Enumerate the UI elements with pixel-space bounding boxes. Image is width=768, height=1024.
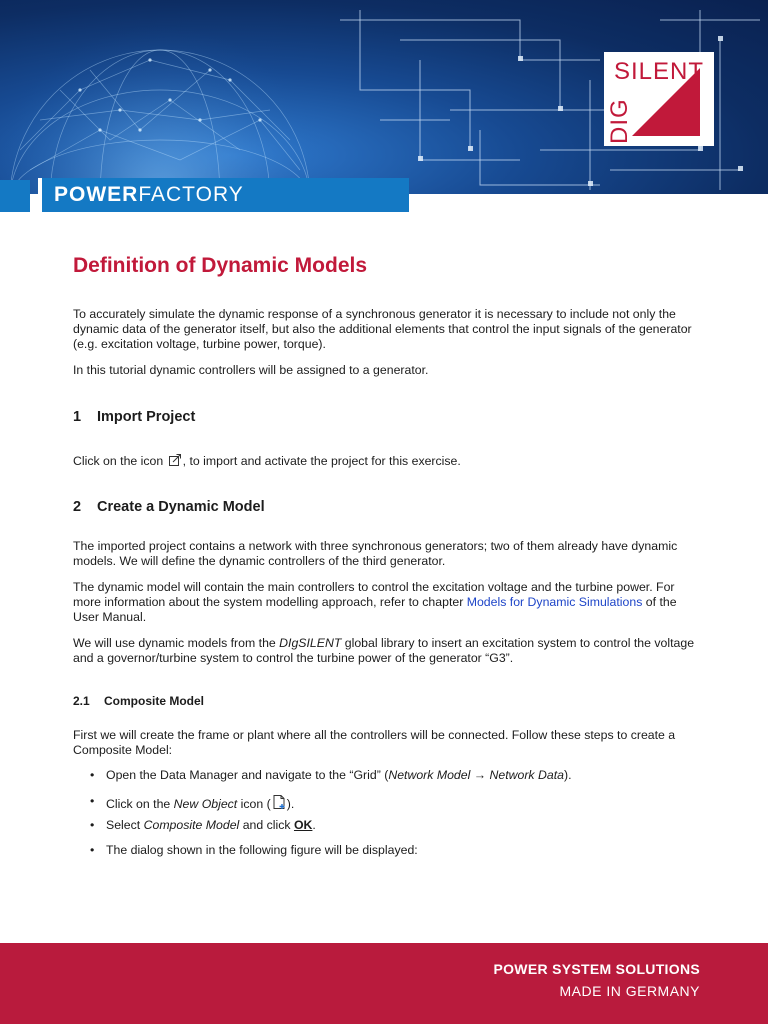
text-run: icon ( xyxy=(237,797,271,811)
brand-bold: POWER xyxy=(54,183,139,206)
section-2-paragraph-3 xyxy=(73,636,695,666)
brand-bar-stub xyxy=(0,180,30,212)
text-run: of the User Manual. xyxy=(73,595,677,624)
arrow: → xyxy=(470,768,490,782)
text-run: Click on the icon xyxy=(73,454,167,468)
text-run: The dynamic model will contain the main controllers to control the excitation voltage and the turbine power. For more information about the system modelling approach, refer to chapter xyxy=(73,580,675,609)
bullet-marker: • xyxy=(90,768,95,782)
section-2-heading xyxy=(73,499,265,515)
list-item xyxy=(92,794,695,812)
text-run: We will use dynamic models from the xyxy=(73,636,280,650)
intro-paragraph-1: To accurately simulate the dynamic response of a synchronous generator it is necessary to include not only the dynamic data of the generator itself, but also the additional elements that control the input signals of the generator (e.g. excitation voltage, turbine power, torque). xyxy=(73,307,692,351)
text-run: Click on the xyxy=(106,797,174,811)
new-object-emphasis: New Object xyxy=(173,797,238,811)
text-run: , to import and activate the project for this exercise. xyxy=(182,454,461,468)
digsilent-emphasis: DIgSILENT xyxy=(279,636,342,650)
footer-tagline: POWER SYSTEM SOLUTIONS xyxy=(493,961,700,977)
section-2-1-heading xyxy=(73,694,204,708)
list-item xyxy=(92,818,695,833)
text-run: The dialog shown in the following figure will be displayed: xyxy=(106,843,418,857)
bullet-marker: • xyxy=(90,794,95,808)
import-icon[interactable] xyxy=(168,453,182,467)
section-2-1-paragraph: First we will create the frame or plant where all the controllers will be connected. Follow these steps to create a Composite Model: xyxy=(73,728,676,757)
footer-band xyxy=(0,943,768,1024)
bullet-marker: • xyxy=(90,843,95,857)
section-title: Composite Model xyxy=(104,694,205,708)
section-2-paragraph-2 xyxy=(73,580,695,625)
list-item xyxy=(92,843,695,858)
powerfactory-logo xyxy=(54,182,244,208)
logo-silent-text: SILENT xyxy=(614,58,705,85)
new-object-icon[interactable] xyxy=(272,794,286,810)
text-run: Open the Data Manager and navigate to the “Grid” ( xyxy=(106,768,389,782)
text-run: ). xyxy=(563,768,572,782)
section-2-paragraph-1: The imported project contains a network with three synchronous generators; two of them already have dynamic models. We will define the dynamic controllers of the third generator. xyxy=(73,539,678,568)
section-title: Create a Dynamic Model xyxy=(97,499,265,515)
digsilent-logo xyxy=(604,52,714,146)
text-run: global library to insert an excitation system to control the voltage and a governor/turbine system to control the turbine power of the generator “G3”. xyxy=(73,636,695,665)
brand-bar-tick xyxy=(38,178,42,218)
text-run: ). xyxy=(286,797,295,811)
models-for-dynamic-simulations-link[interactable]: Models for Dynamic Simulations xyxy=(466,595,643,609)
section-number: 2.1 xyxy=(73,694,90,708)
network-data-emphasis: Network Data xyxy=(489,768,564,782)
section-number: 2 xyxy=(73,499,82,515)
list-item xyxy=(92,768,695,783)
bullet-marker: • xyxy=(90,818,95,832)
section-1-heading xyxy=(73,409,195,425)
brand-light: FACTORY xyxy=(138,183,244,206)
section-title: Import Project xyxy=(97,409,196,425)
ok-button-reference: OK xyxy=(293,818,313,832)
intro-paragraph-2: In this tutorial dynamic controllers will be assigned to a generator. xyxy=(73,363,429,377)
section-number: 1 xyxy=(73,409,82,425)
section-1-paragraph xyxy=(73,453,695,469)
network-model-emphasis: Network Model xyxy=(388,768,471,782)
footer-origin: MADE IN GERMANY xyxy=(559,983,700,999)
text-run: and click xyxy=(239,818,294,832)
page-title: Definition of Dynamic Models xyxy=(73,254,368,277)
text-run: . xyxy=(312,818,316,832)
text-run: Select xyxy=(106,818,144,832)
composite-model-emphasis: Composite Model xyxy=(143,818,240,832)
logo-dig-text: DIG xyxy=(606,98,633,144)
